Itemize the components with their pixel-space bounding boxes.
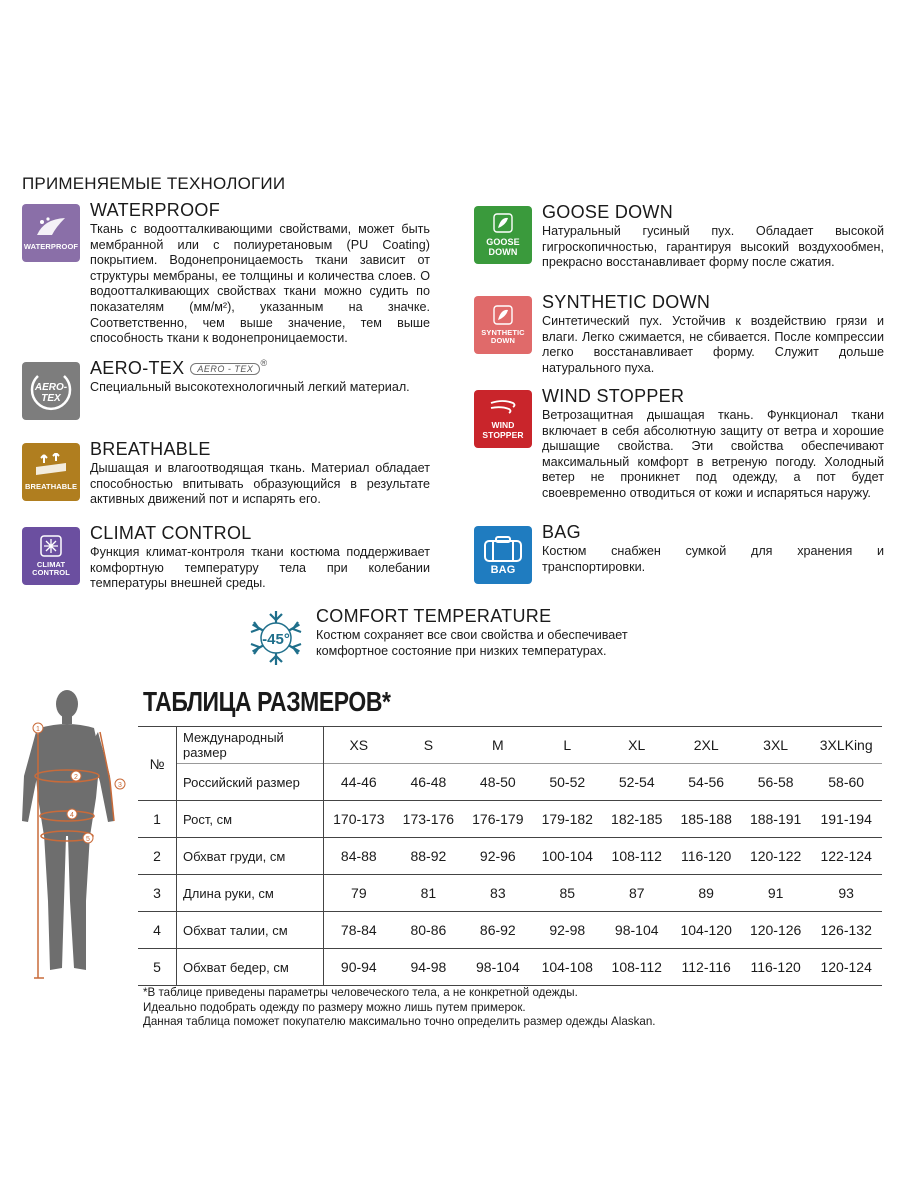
note-line: *В таблице приведены параметры человеческого тела, а не конкретной одежды. — [143, 986, 578, 999]
table-cell: 120-124 — [820, 959, 872, 975]
table-cell: 78-84 — [340, 922, 377, 938]
table-cell: 91 — [767, 885, 784, 901]
table-cell: 44-46 — [340, 774, 377, 790]
feature-description: Синтетический пух. Устойчив к воздействию грязи и влаги. Легко сжимается, не сбивается. После компрессии легко восстанавливает форму. Служит дольше натурального пуха. — [542, 314, 884, 375]
table-cell: 3XL — [763, 737, 789, 753]
figure-marker-1: 1 — [36, 726, 40, 733]
table-cell: S — [423, 737, 434, 753]
feature-title: BAG — [542, 522, 581, 542]
feature-description: Натуральный гусиный пух. Обладает высокой гигроскопичностью, гарантируя высокий воздухообмен, прекрасно восстанавливает форму после сжатия. — [542, 224, 884, 270]
figure-marker-5: 5 — [86, 836, 90, 843]
table-row — [138, 764, 882, 801]
row-number: 4 — [138, 912, 177, 949]
table-cell: 104-120 — [680, 922, 732, 938]
feature-description: Функция климат-контроля ткани костюма поддерживает комфортную температуру тела при колебании температуры внешней среды. — [90, 545, 430, 591]
table-cell: M — [491, 737, 504, 753]
table-row — [138, 949, 882, 986]
table-cell: 108-112 — [611, 848, 662, 864]
table-cell: 170-173 — [333, 811, 385, 827]
synthetic-down-icon: SYNTHETIC DOWN — [474, 296, 532, 354]
feature-waterproof — [22, 200, 430, 346]
feature-title: WATERPROOF — [90, 200, 220, 220]
table-row — [138, 801, 882, 838]
table-cell: 188-191 — [749, 811, 802, 827]
feature-climat-control — [22, 523, 430, 591]
table-cell: 90-94 — [340, 959, 377, 975]
feature-title: WIND STOPPER — [542, 386, 685, 406]
feature-description: Ветрозащитная дышащая ткань. Функционал ткани включает в себя абсолютную защиту от ветра и хорошие дышащие свойства. Эти свойства обеспечивают максимальный комфорт в ветреную погоду. Холодный ветер не проникнет под одежду, а пот будет своевременно отводиться от кожи и испаряться наружу. — [542, 408, 884, 500]
table-cell: 120-122 — [749, 848, 802, 864]
table-cell: 98-104 — [476, 959, 520, 975]
table-row — [138, 875, 882, 912]
table-cell: XL — [628, 737, 646, 753]
note-line: Идеально подобрать одежду по размеру можно лишь путем примерок. — [143, 1000, 526, 1014]
svg-text:AERO-: AERO- — [34, 382, 68, 393]
feature-comfort-temperature — [246, 606, 686, 670]
table-cell: 176-179 — [472, 811, 524, 827]
table-cell: 86-92 — [479, 922, 516, 938]
table-cell: 94-98 — [410, 959, 447, 975]
row-label: Обхват талии, см — [177, 912, 324, 949]
table-cell: 46-48 — [410, 774, 447, 790]
feature-description: Дышащая и влагоотводящая ткань. Материал обладает способностью впитывать образующийся в результате активных движений пот и испарять его. — [90, 461, 430, 507]
table-cell: 52-54 — [618, 774, 655, 790]
note-line: Данная таблица поможет покупателю максимально точно определить размер одежды Alaskan. — [143, 1015, 656, 1028]
table-cell: 87 — [628, 885, 645, 901]
table-cell: 120-126 — [749, 922, 802, 938]
table-cell: 89 — [698, 885, 714, 901]
body-measurement-figure — [10, 686, 130, 986]
svg-text:-45°: -45° — [262, 631, 290, 648]
feature-description: Костюм снабжен сумкой для хранения и транспортировки. — [542, 544, 884, 574]
snowflake-icon — [246, 608, 306, 668]
row-label: Обхват груди, см — [177, 838, 324, 875]
waterproof-icon: WATERPROOF — [22, 204, 80, 262]
breathable-icon: BREATHABLE — [22, 443, 80, 501]
feature-title: GOOSE DOWN — [542, 202, 674, 222]
table-cell: 98-104 — [614, 922, 659, 938]
table-cell: XS — [349, 737, 369, 753]
feature-title: AERO-TEX AERO - TEX® — [90, 358, 268, 378]
table-cell: 80-86 — [410, 922, 447, 938]
table-cell: 48-50 — [479, 774, 516, 790]
figure-marker-4: 4 — [70, 812, 74, 819]
table-cell: 191-194 — [820, 811, 872, 827]
table-cell: 50-52 — [549, 774, 586, 790]
table-cell: 81 — [420, 885, 437, 901]
feature-title: CLIMAT CONTROL — [90, 523, 252, 543]
table-cell: 112-116 — [681, 959, 731, 975]
row-number: 3 — [138, 875, 177, 912]
feature-description: Ткань с водоотталкивающими свойствами, может быть мембранной или с полиуретановым (PU Coating) покрытием. Водонепроницаемость ткани зависит от структуры мембраны, ее толщины и количества слоев. О водоотталкивающих свойствах ткани можно судить по показателям (мм/м²), указанным на значке. Соответственно, чем выше значение, тем выше способность ткани к водонепроницаемости. — [90, 222, 430, 346]
table-cell: 92-98 — [549, 922, 586, 938]
feature-synthetic-down — [474, 292, 884, 376]
table-cell: 93 — [838, 885, 854, 901]
feature-breathable — [22, 439, 430, 507]
table-cell: 85 — [559, 885, 576, 901]
aero-tex-icon — [22, 362, 80, 420]
table-cell: 179-182 — [541, 811, 593, 827]
row-number: 1 — [138, 801, 177, 838]
feature-wind-stopper — [474, 386, 884, 520]
table-cell: 100-104 — [541, 848, 593, 864]
table-cell: 173-176 — [402, 811, 455, 827]
feature-description: Костюм сохраняет все свои свойства и обеспечивает комфортное состояние при низких температурах. — [316, 628, 628, 658]
table-cell: 84-88 — [340, 848, 377, 864]
table-cell: 56-58 — [757, 774, 794, 790]
table-cell: 2XL — [693, 737, 719, 753]
table-cell: 182-185 — [611, 811, 663, 827]
table-cell: 88-92 — [410, 848, 447, 864]
num-header: № — [138, 727, 177, 801]
technologies-section-title: ПРИМЕНЯЕМЫЕ ТЕХНОЛОГИИ — [22, 174, 286, 193]
table-cell: 92-96 — [479, 848, 516, 864]
feature-title: SYNTHETIC DOWN — [542, 292, 711, 312]
table-row — [138, 912, 882, 949]
table-cell: 185-188 — [680, 811, 732, 827]
table-cell: 126-132 — [820, 922, 872, 938]
table-cell: 83 — [490, 885, 506, 901]
feature-aero-tex — [22, 358, 430, 422]
bag-icon: BAG — [474, 526, 532, 584]
feature-bag — [474, 522, 884, 586]
row-number: 2 — [138, 838, 177, 875]
table-row — [138, 838, 882, 875]
size-table-notes — [143, 986, 656, 1030]
table-cell: 104-108 — [541, 959, 593, 975]
table-cell: 122-124 — [820, 848, 872, 864]
row-label: Рост, см — [177, 801, 324, 838]
feature-title: BREATHABLE — [90, 439, 211, 459]
table-cell: 116-120 — [681, 848, 732, 864]
wind-stopper-icon: WIND STOPPER — [474, 390, 532, 448]
feature-title: COMFORT TEMPERATURE — [316, 606, 552, 626]
size-table-title: ТАБЛИЦА РАЗМЕРОВ* — [143, 686, 391, 717]
figure-marker-2: 2 — [74, 774, 78, 781]
table-cell: 108-112 — [611, 959, 662, 975]
aero-tex-badge: AERO - TEX — [190, 363, 260, 375]
table-cell: L — [563, 737, 572, 753]
figure-marker-3: 3 — [118, 782, 122, 789]
table-cell: 58-60 — [828, 774, 865, 790]
size-table — [138, 726, 882, 986]
row-label: Обхват бедер, см — [177, 949, 324, 986]
table-row — [138, 727, 882, 764]
row-number: 5 — [138, 949, 177, 986]
table-cell: 116-120 — [750, 959, 801, 975]
feature-description: Специальный высокотехнологичный легкий материал. — [90, 380, 410, 394]
table-cell: 3XLKing — [819, 737, 873, 753]
goose-down-icon: GOOSE DOWN — [474, 206, 532, 264]
feature-goose-down — [474, 202, 884, 286]
row-label: Международный размер — [177, 727, 324, 764]
table-cell: 54-56 — [688, 774, 725, 790]
row-label: Длина руки, см — [177, 875, 324, 912]
climat-control-icon: CLIMAT CONTROL — [22, 527, 80, 585]
table-cell: 79 — [351, 885, 367, 901]
row-label: Российский размер — [177, 764, 324, 801]
svg-text:TEX: TEX — [41, 393, 61, 404]
